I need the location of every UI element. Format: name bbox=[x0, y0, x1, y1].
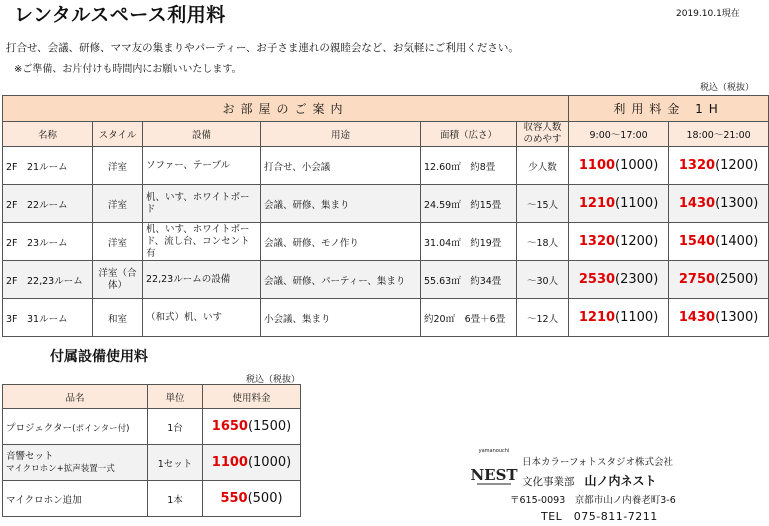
room-style: 洋室 bbox=[93, 185, 143, 223]
evening-price-base: (1300) bbox=[715, 310, 759, 325]
day-price-base: (2300) bbox=[615, 272, 659, 287]
accessory-price-tax: 1650 bbox=[211, 419, 248, 434]
day-price bbox=[569, 185, 669, 223]
area-m2: 12.60㎡ bbox=[424, 161, 461, 173]
area-tatami: 約19畳 bbox=[470, 237, 502, 249]
room-equipment: 22,23ルームの設備 bbox=[143, 261, 261, 299]
col-header-day-price: 9:00〜17:00 bbox=[569, 122, 669, 147]
area-tatami: 約34畳 bbox=[470, 275, 502, 287]
pricing-band-header: 利用料金 1H bbox=[569, 96, 769, 122]
accessory-item bbox=[3, 445, 148, 481]
day-price-tax: 2530 bbox=[578, 272, 616, 287]
room-name: 2F 21ルーム bbox=[3, 147, 93, 185]
effective-date: 2019.10.1現在 bbox=[676, 9, 740, 19]
col-header-unit: 単位 bbox=[148, 385, 203, 409]
col-header-fee: 使用料金 bbox=[203, 385, 301, 409]
evening-price-base: (1300) bbox=[715, 196, 759, 211]
room-name: 2F 22ルーム bbox=[3, 185, 93, 223]
evening-price bbox=[669, 223, 769, 261]
accessory-name: 音響セット bbox=[6, 450, 54, 462]
col-header-use: 用途 bbox=[261, 122, 421, 147]
day-price-base: (1100) bbox=[615, 310, 659, 325]
room-equipment: （和式）机、いす bbox=[143, 299, 261, 337]
table-row bbox=[3, 223, 769, 261]
accessory-price-base: (1500) bbox=[247, 419, 292, 434]
accessory-sub: マイクロホン+拡声装置一式 bbox=[6, 463, 115, 474]
logo-sub-text: yamanouchi bbox=[478, 448, 510, 454]
accessory-price bbox=[203, 409, 301, 445]
accessory-item bbox=[3, 409, 148, 445]
area-tatami: 約15畳 bbox=[470, 199, 502, 211]
room-capacity: 〜30人 bbox=[517, 261, 569, 299]
room-name: 3F 31ルーム bbox=[3, 299, 93, 337]
area-tatami: 約8畳 bbox=[470, 161, 496, 173]
room-capacity: 〜18人 bbox=[517, 223, 569, 261]
evening-price-base: (2500) bbox=[715, 272, 759, 287]
tax-note: 税込（税抜） bbox=[700, 83, 755, 93]
table-row bbox=[3, 261, 769, 299]
company-name: 日本カラーフォトスタジオ株式会社 bbox=[522, 457, 673, 468]
area-m2: 31.04㎡ bbox=[424, 237, 461, 249]
accessories-table bbox=[2, 384, 301, 517]
department bbox=[522, 472, 657, 489]
col-header-style: スタイル bbox=[93, 122, 143, 147]
room-equipment: 机、いす、ホワイトボード bbox=[143, 185, 261, 223]
room-area bbox=[421, 185, 517, 223]
room-area bbox=[421, 261, 517, 299]
accessory-unit: 1セット bbox=[148, 445, 203, 481]
accessory-price bbox=[203, 481, 301, 517]
accessory-price-base: (500) bbox=[247, 491, 283, 506]
room-area bbox=[421, 147, 517, 185]
evening-price-tax: 1430 bbox=[678, 196, 716, 211]
accessory-price-tax: 550 bbox=[220, 491, 248, 506]
table-row bbox=[3, 299, 769, 337]
rooms-band-header: お部屋のご案内 bbox=[3, 96, 569, 122]
room-use: 小会議、集まり bbox=[261, 299, 421, 337]
accessory-price-base: (1000) bbox=[247, 455, 292, 470]
brand-name: 山ノ内ネスト bbox=[584, 474, 657, 488]
accessory-item bbox=[3, 481, 148, 517]
room-use: 打合せ、小会議 bbox=[261, 147, 421, 185]
day-price-tax: 1100 bbox=[578, 158, 616, 173]
accessory-sub: (ポインター付) bbox=[72, 423, 130, 434]
accessory-price bbox=[203, 445, 301, 481]
evening-price bbox=[669, 185, 769, 223]
room-equipment: 机、いす、ホワイトボード、流し台、コンセント有 bbox=[143, 223, 261, 261]
room-area bbox=[421, 299, 517, 337]
room-name: 2F 22,23ルーム bbox=[3, 261, 93, 299]
accessories-title: 付属設備使用料 bbox=[50, 349, 148, 365]
accessory-price-tax: 1100 bbox=[211, 455, 248, 470]
telephone: TEL 075-811-7211 bbox=[541, 510, 658, 523]
day-price bbox=[569, 299, 669, 337]
table-row bbox=[3, 185, 769, 223]
day-price bbox=[569, 223, 669, 261]
table-row bbox=[3, 481, 301, 517]
day-price-base: (1200) bbox=[615, 234, 659, 249]
col-header-capacity: 収容人数のめやす bbox=[517, 122, 569, 147]
day-price-tax: 1210 bbox=[578, 196, 616, 211]
table-row bbox=[3, 409, 301, 445]
evening-price-base: (1400) bbox=[715, 234, 759, 249]
room-style: 洋室（合体） bbox=[93, 261, 143, 299]
area-m2: 約20㎡ bbox=[424, 313, 456, 325]
room-pricing-table bbox=[2, 95, 769, 337]
room-capacity: 少人数 bbox=[517, 147, 569, 185]
area-m2: 55.63㎡ bbox=[424, 275, 461, 287]
evening-price-tax: 1430 bbox=[678, 310, 716, 325]
accessories-tax-note: 税込（税抜） bbox=[246, 375, 301, 385]
evening-price-base: (1200) bbox=[715, 158, 759, 173]
room-use: 会議、研修、パーティー、集まり bbox=[261, 261, 421, 299]
evening-price-tax: 1540 bbox=[678, 234, 716, 249]
department-name: 文化事業部 bbox=[522, 476, 575, 488]
accessory-name: プロジェクター bbox=[6, 422, 73, 434]
day-price-base: (1100) bbox=[615, 196, 659, 211]
evening-price bbox=[669, 147, 769, 185]
col-header-name: 名称 bbox=[3, 122, 93, 147]
col-header-area: 面積（広さ） bbox=[421, 122, 517, 147]
room-style: 和室 bbox=[93, 299, 143, 337]
room-name: 2F 23ルーム bbox=[3, 223, 93, 261]
col-header-item: 品名 bbox=[3, 385, 148, 409]
col-header-equipment: 設備 bbox=[143, 122, 261, 147]
evening-price bbox=[669, 261, 769, 299]
logo-text: NEST bbox=[470, 466, 518, 484]
area-m2: 24.59㎡ bbox=[424, 199, 461, 211]
room-use: 会議、研修、集まり bbox=[261, 185, 421, 223]
room-capacity: 〜15人 bbox=[517, 185, 569, 223]
accessory-unit: 1本 bbox=[148, 481, 203, 517]
nest-logo bbox=[470, 446, 518, 490]
table-row bbox=[3, 147, 769, 185]
area-tatami: 6畳＋6畳 bbox=[464, 313, 506, 325]
day-price-tax: 1320 bbox=[578, 234, 616, 249]
day-price-base: (1000) bbox=[615, 158, 659, 173]
day-price bbox=[569, 261, 669, 299]
room-style: 洋室 bbox=[93, 147, 143, 185]
page-title: レンタルスペース利用料 bbox=[14, 4, 226, 26]
intro-text: 打合せ、会議、研修、ママ友の集まりやパーティー、お子さま連れの親睦会など、お気軽にご利用ください。 bbox=[6, 42, 519, 54]
accessory-name: マイクロホン追加 bbox=[6, 494, 82, 506]
table-row bbox=[3, 445, 301, 481]
col-header-evening-price: 18:00〜21:00 bbox=[669, 122, 769, 147]
evening-price-tax: 2750 bbox=[678, 272, 716, 287]
room-capacity: 〜12人 bbox=[517, 299, 569, 337]
day-price-tax: 1210 bbox=[578, 310, 616, 325]
room-style: 洋室 bbox=[93, 223, 143, 261]
room-area bbox=[421, 223, 517, 261]
evening-price-tax: 1320 bbox=[678, 158, 716, 173]
room-equipment: ソファー、テーブル bbox=[143, 147, 261, 185]
address: 〒615-0093 京都市山ノ内養老町3-6 bbox=[510, 495, 676, 506]
day-price bbox=[569, 147, 669, 185]
note-text: ※ご準備、お片付けも時間内にお願いいたします。 bbox=[14, 64, 242, 75]
evening-price bbox=[669, 299, 769, 337]
room-use: 会議、研修、モノ作り bbox=[261, 223, 421, 261]
accessory-unit: 1台 bbox=[148, 409, 203, 445]
